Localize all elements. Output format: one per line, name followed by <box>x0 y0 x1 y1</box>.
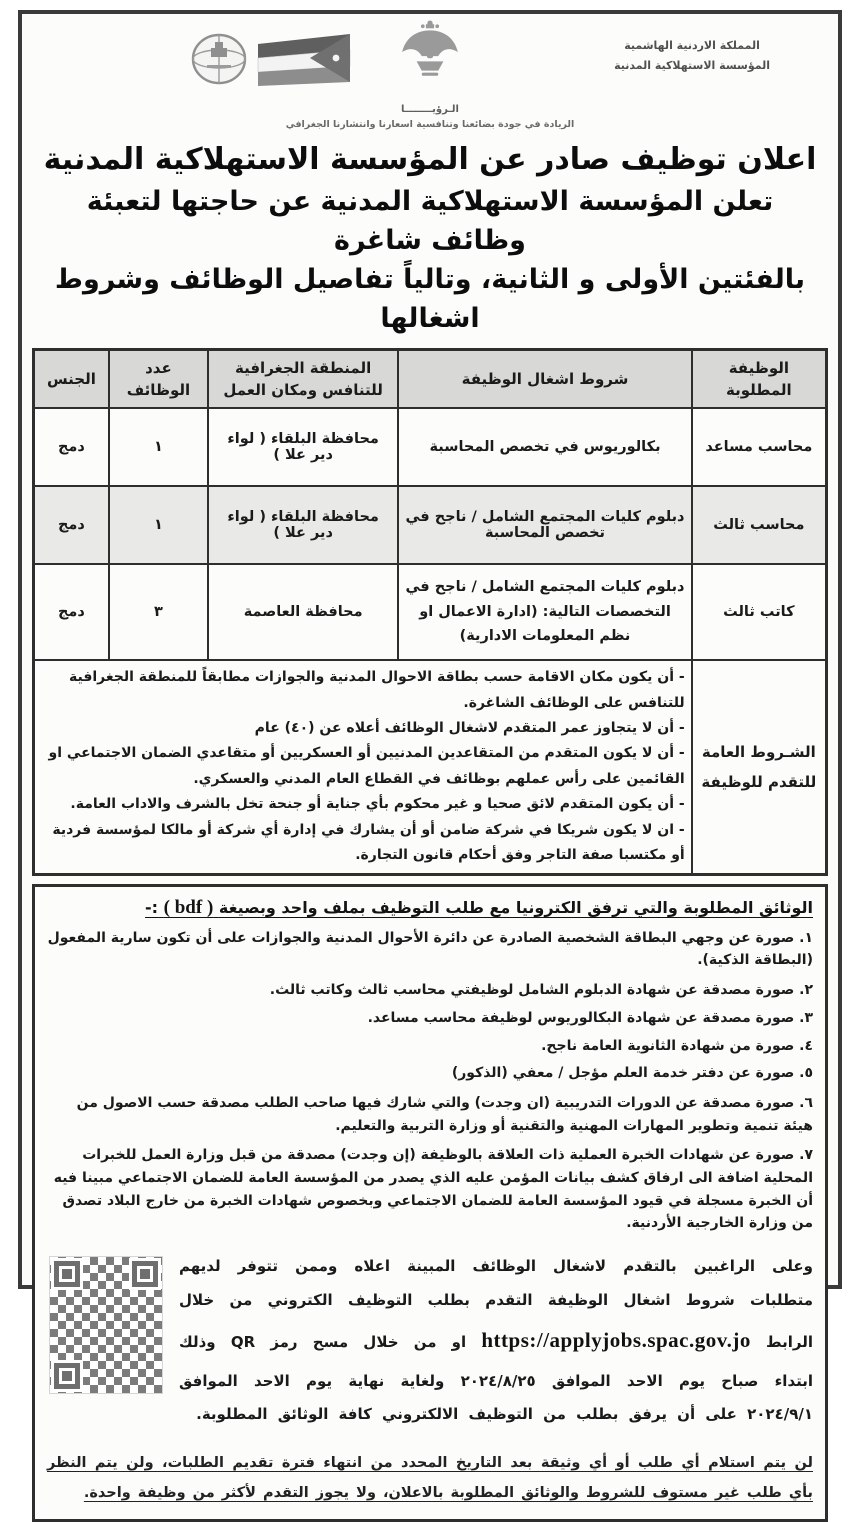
table-row <box>34 564 827 660</box>
list-item: ٣. صورة مصدقة عن شهادة البكالوريوس لوظيفة محاسب مساعد. <box>367 1009 813 1026</box>
documents-title-text: الوثائق المطلوبة والتي ترفق الكترونيا مع طلب التوظيف بملف واحد وبصيغة <box>218 897 813 917</box>
cell-region: محافظة العاصمة <box>208 564 398 660</box>
title-line-1: اعلان توظيف صادر عن المؤسسة الاستهلاكية المدنية <box>43 142 817 177</box>
cell-count: ١ <box>109 408 208 486</box>
cell-gender: دمج <box>34 408 109 486</box>
cell-requirements: دبلوم كليات المجتمع الشامل / ناجح في التخصصات التالية: (ادارة الاعمال او نظم المعلومات الادارية) <box>398 564 691 660</box>
cell-position: كاتب ثالث <box>692 564 827 660</box>
general-conditions-row <box>34 660 827 874</box>
kingdom-line: المملكة الاردنية الهاشمية <box>624 39 760 52</box>
header-requirements: شروط اشغال الوظيفة <box>398 350 691 409</box>
condition-item: - ان لا يكون شريكا في شركة ضامن أو أن يشارك في إدارة أي شركة أو مالكا لمؤسسة فردية أو مكتسبا صفة التاجر وفق أحكام قانون التجارة. <box>52 821 685 864</box>
title-line-3: بالفئتين الأولى و الثانية، وتالياً تفاصيل الوظائف وشروط اشغالها <box>54 263 806 334</box>
documents-title-colon: :- <box>145 897 159 917</box>
list-item: ٢. صورة مصدقة عن شهادة الدبلوم الشامل لوظيفتي محاسب ثالث وكاتب ثالث. <box>269 982 813 999</box>
general-conditions-label: الشـروط العامة للتقدم للوظيفة <box>692 660 827 874</box>
ad-title <box>36 138 824 338</box>
cell-position: محاسب ثالث <box>692 486 827 564</box>
cell-requirements: دبلوم كليات المجتمع الشامل / ناجح في تخصص المحاسبة <box>398 486 691 564</box>
list-item: ١. صورة عن وجهي البطاقة الشخصية الصادرة عن دائرة الأحوال المدنية والجوازات على أن تكون سارية المفعول (البطاقة الذكية). <box>47 929 813 969</box>
condition-item: - أن يكون المتقدم لائق صحيا و غير محكوم بأي جناية أو جنحة تخل بالشرف والاداب العامة. <box>70 796 685 813</box>
table-row <box>34 486 827 564</box>
qr-finder-pattern <box>54 1363 80 1389</box>
title-line-2: تعلن المؤسسة الاستهلاكية المدنية عن حاجتها لتعبئة وظائف شاغرة <box>86 185 774 256</box>
ad-border-frame <box>18 10 842 1501</box>
header-gender: الجنس <box>34 350 109 409</box>
cell-gender: دمج <box>34 486 109 564</box>
jobs-table <box>32 348 828 876</box>
cell-count: ٣ <box>109 564 208 660</box>
cell-gender: دمج <box>34 564 109 660</box>
list-item: ٧. صورة عن شهادات الخبرة العملية ذات العلاقة بالوظيفة (إن وجدت) مصدقة من قبل وزارة العمل للخبرات المحلية اضافة الى ارفاق كشف بيانات المؤمن عليه الذي يصدر من المؤسسة العامة للضمان الاجتماعي مبينا فيه أن الخبرة مسجلة في قيود المؤسسة العامة للضمان الاجتماعي وبخصوص شهادات الخبرة من خارج البلاد تصدق من وزارة الخارجية الأردنية. <box>53 1147 813 1232</box>
corporation-seal-icon <box>190 32 248 86</box>
list-item: ٦. صورة مصدقة عن الدورات التدريبية (ان وجدت) والتي شارك فيها صاحب الطلب مصدقة حسب الاصول من هيئة تنمية وتطوير المهارات المهنية والتقنية أو وزارة التربية والتعليم. <box>76 1094 813 1134</box>
documents-section-title <box>47 897 813 919</box>
qr-finder-pattern <box>54 1261 80 1287</box>
jordan-flag-logo <box>252 32 356 86</box>
condition-item: - أن يكون مكان الاقامة حسب بطاقة الاحوال المدنية والجوازات مطابقاً للمنطقة الجغرافية للتنافس على الوظائف الشاغرة. <box>69 669 685 711</box>
corporation-tagline: الريادة في جودة بضائعنا وتنافسية اسعارنا وانتشارنا الجغرافي <box>285 119 575 130</box>
deadline-warning-note: لن يتم استلام أي طلب أو أي وثيقة بعد التاريخ المحدد من انتهاء فترة تقديم الطلبات، ولن يتم النظر بأي طلب غير مستوف للشروط والوثائق المطلوبة بالاعلان، ولا يجوز التقدم لأكثر من وظيفة واحدة. <box>47 1455 813 1501</box>
qr-finder-pattern <box>132 1261 158 1287</box>
condition-item: - أن لا يكون المتقدم من المتقاعدين المدنيين أو العسكريين أو متقاعدي الضمان الاجتماعي او القائمين على رأس عملهم بوظائف في القطاع العام المدني والعسكري. <box>48 745 685 787</box>
table-header-row <box>34 350 827 409</box>
cell-requirements: بكالوريوس في تخصص المحاسبة <box>398 408 691 486</box>
file-format-label: ( bdf ) <box>163 896 214 918</box>
corporation-logos <box>190 32 356 86</box>
cell-region: محافظة البلقاء ( لواء دير علا ) <box>208 486 398 564</box>
application-instructions <box>47 1250 813 1432</box>
application-text-after-link: او من خلال مسح رمز QR وذلك ابتداء صباح يوم الاحد الموافق ٢٠٢٤/٨/٢٥ ولغاية نهاية يوم الاحد الموافق ٢٠٢٤/٩/١ على أن يرفق بطلب من التوظيف الالكتروني كافة الوثائق المطلوبة. <box>179 1333 814 1424</box>
list-item: ٥. صورة عن دفتر خدمة العلم مؤجل / معفي (الذكور) <box>451 1065 813 1082</box>
qr-code <box>49 1256 163 1394</box>
header-position: الوظيفة المطلوبة <box>692 350 827 409</box>
table-row <box>34 408 827 486</box>
condition-item: - أن لا يتجاوز عمر المتقدم لاشغال الوظائف أعلاه عن (٤٠) عام <box>254 720 685 736</box>
application-url: https://applyjobs.spac.gov.jo <box>481 1328 751 1353</box>
header-count: عدد الوظائف <box>109 350 208 409</box>
header-logos-row <box>32 20 828 104</box>
cell-position: محاسب مساعد <box>692 408 827 486</box>
list-item: ٤. صورة من شهادة الثانوية العامة ناجح. <box>541 1037 813 1054</box>
organization-line: المؤسسة الاستهلاكية المدنية <box>614 58 770 72</box>
general-conditions-list <box>34 660 692 874</box>
cell-region: محافظة البلقاء ( لواء دير علا ) <box>208 408 398 486</box>
vision-label: الـرؤيــــــــا <box>401 104 459 115</box>
documents-and-application-box <box>32 884 828 1522</box>
kingdom-org-text <box>614 36 770 76</box>
header-region: المنطقة الجغرافية للتنافس ومكان العمل <box>208 350 398 409</box>
cell-count: ١ <box>109 486 208 564</box>
jordan-coat-of-arms-icon <box>397 20 463 82</box>
application-text-before-link: وعلى الراغبين بالتقدم لاشغال الوظائف المبينة اعلاه وممن تتوفر لديهم متطلبات شروط اشغال الوظيفة التقدم بطلب التوظيف الكتروني من خلال الرابط <box>179 1256 813 1352</box>
